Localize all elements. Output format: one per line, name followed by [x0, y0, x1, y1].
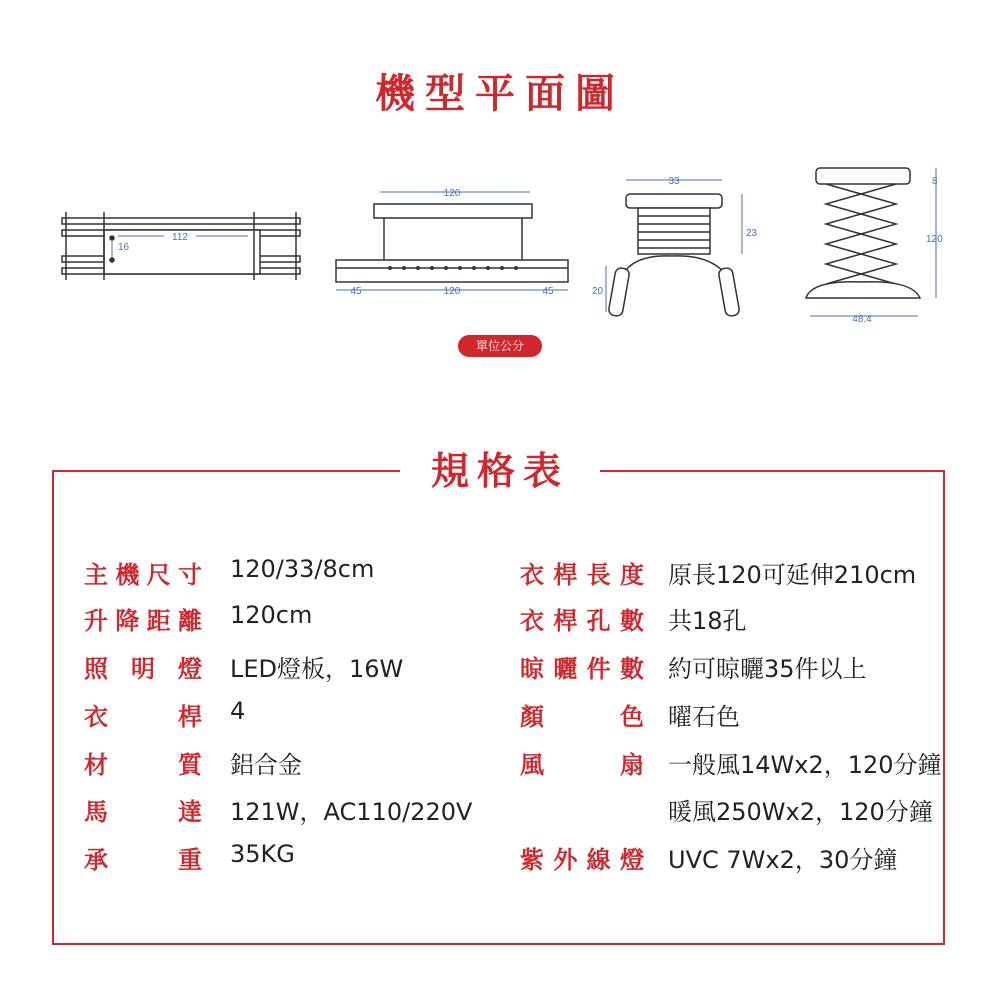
spec-right-label-4: 風扇 — [520, 751, 644, 779]
spec-right-label-0: 衣桿長度 — [520, 561, 644, 589]
spec-left-label-4: 材質 — [84, 751, 202, 779]
spec-left-value-4: 鋁合金 — [230, 751, 302, 779]
spec-left-value-2: LED燈板，16W — [230, 655, 404, 683]
dim-lift-top: 8 — [932, 176, 938, 187]
spec-right-value-5: 暖風250Wx2，120分鐘 — [668, 798, 933, 826]
spec-right-value-6: UVC 7Wx2，30分鐘 — [668, 846, 898, 874]
dim-side-width: 33 — [668, 176, 680, 187]
spec-left-label-5: 馬達 — [84, 798, 202, 826]
dim-side-height: 23 — [746, 228, 758, 239]
dim-front-height: 16 — [118, 242, 130, 253]
spec-right-value-2: 約可晾曬35件以上 — [668, 655, 867, 683]
spec-left-label-6: 承重 — [84, 846, 202, 874]
spec-right-label-3: 顏色 — [520, 703, 644, 731]
front-view-drawing — [62, 212, 300, 280]
spec-left-value-6: 35KG — [230, 840, 295, 868]
spec-right-label-2: 晾曬件數 — [520, 655, 644, 683]
spec-left-label-0: 主機尺寸 — [84, 561, 202, 589]
dim-rod-right: 45 — [542, 286, 554, 297]
rod-view-drawing — [336, 192, 568, 290]
spec-right-value-4: 一般風14Wx2，120分鐘 — [668, 751, 942, 779]
spec-left-label-1: 升降距離 — [84, 607, 202, 635]
plan-drawings — [0, 150, 1000, 340]
side-view-drawing — [606, 180, 742, 317]
dim-side-arm: 20 — [592, 286, 604, 297]
spec-right-label-1: 衣桿孔數 — [520, 607, 644, 635]
dim-front-width: 112 — [172, 232, 188, 243]
spec-left-label-2: 照明燈 — [84, 655, 202, 683]
dim-rod-length-top: 120 — [443, 188, 461, 199]
spec-right-label-6: 紫外線燈 — [520, 846, 644, 874]
spec-right-value-0: 原長120可延伸210cm — [668, 561, 917, 589]
spec-left-value-0: 120/33/8cm — [230, 555, 375, 583]
dim-lift-range: 120 — [926, 234, 943, 245]
spec-left-value-1: 120cm — [230, 601, 313, 629]
spec-right-value-3: 曜石色 — [668, 703, 740, 731]
dim-lift-base: 48.4 — [852, 314, 872, 325]
dim-rod-left: 45 — [350, 286, 362, 297]
plan-title: 機型平面圖 — [375, 71, 625, 117]
spec-left-value-3: 4 — [230, 697, 246, 725]
dim-rod-middle: 120 — [443, 286, 461, 297]
unit-badge: 單位公分 — [458, 335, 542, 357]
spec-right-value-1: 共18孔 — [668, 607, 747, 635]
spec-left-value-5: 121W，AC110/220V — [230, 798, 473, 826]
lift-view-drawing — [806, 168, 936, 316]
spec-title: 規格表 — [400, 446, 600, 496]
spec-left-label-3: 衣桿 — [84, 703, 202, 731]
